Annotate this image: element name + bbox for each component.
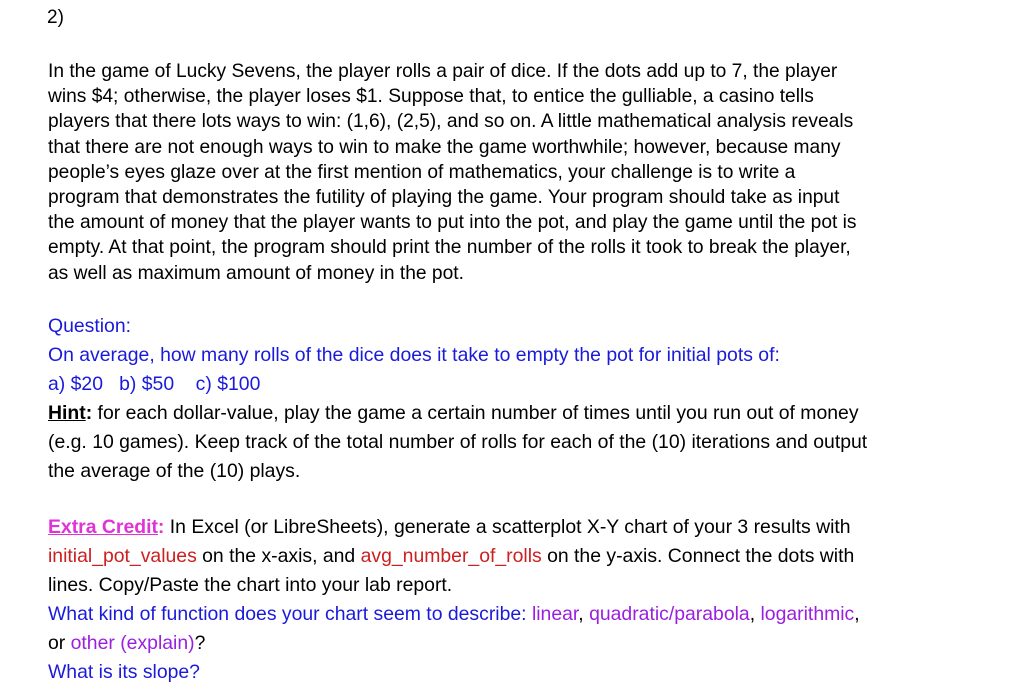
y-variable-name: avg_number_of_rolls xyxy=(360,545,542,567)
description-line: empty. At that point, the program should print the number of the rolls it took to break the player, xyxy=(48,237,851,259)
option-linear: linear xyxy=(531,603,579,625)
x-variable-name: initial_pot_values xyxy=(48,545,197,567)
question-options: a) $20 b) $50 c) $100 xyxy=(48,373,261,395)
question-prompt: On average, how many rolls of the dice does it take to empty the pot for initial pots of: xyxy=(48,344,780,366)
description-line: the amount of money that the player wants to put into the pot, and play the game until the pot is xyxy=(48,212,857,234)
hint-line xyxy=(48,399,1008,428)
question-section xyxy=(48,312,1008,486)
problem-number: 2) xyxy=(47,7,64,28)
slope-question: What is its slope? xyxy=(48,661,200,683)
option-logarithmic: logarithmic xyxy=(760,603,855,625)
problem-description xyxy=(48,59,988,286)
description-line: In the game of Lucky Sevens, the player rolls a pair of dice. If the dots add up to 7, the player xyxy=(48,61,838,82)
hint-line: the average of the (10) plays. xyxy=(48,460,301,482)
extra-credit-section xyxy=(48,513,1008,687)
extra-credit-line xyxy=(48,513,1008,542)
extra-credit-line: lines. Copy/Paste the chart into your lab report. xyxy=(48,574,453,596)
extra-credit-text: on the y-axis. Connect the dots with xyxy=(541,545,855,567)
extra-credit-line xyxy=(48,542,1008,571)
description-line: players that there lots ways to win: (1,6), (2,5), and so on. A little mathematical analysis reveals xyxy=(48,111,854,133)
question-heading: Question: xyxy=(48,315,131,337)
function-question-line xyxy=(48,629,1008,658)
separator: , xyxy=(854,603,860,625)
description-line: wins $4; otherwise, the player loses $1. Suppose that, to entice the gulliable, a casino tells xyxy=(48,86,814,108)
hint-line: (e.g. 10 games). Keep track of the total number of rolls for each of the (10) iterations and output xyxy=(48,431,868,453)
extra-credit-colon: : xyxy=(157,516,165,538)
description-line: people’s eyes glaze over at the first mention of mathematics, your challenge is to write a xyxy=(48,161,796,183)
description-line: program that demonstrates the futility of playing the game. Your program should take as input xyxy=(48,187,840,209)
description-line: as well as maximum amount of money in the pot. xyxy=(48,262,464,284)
or-text: or xyxy=(48,632,71,654)
option-other: other (explain) xyxy=(70,632,195,654)
hint-colon: : xyxy=(85,402,93,424)
extra-credit-text: In Excel (or LibreSheets), generate a scatterplot X-Y chart of your 3 results with xyxy=(164,516,851,538)
hint-text: for each dollar-value, play the game a certain number of times until you run out of money xyxy=(92,402,859,424)
description-line: that there are not enough ways to win to make the game worthwhile; however, because many xyxy=(48,136,841,158)
separator: , xyxy=(749,603,761,625)
separator: , xyxy=(578,603,590,625)
extra-credit-label: Extra Credit xyxy=(48,516,158,538)
option-quadratic: quadratic/parabola xyxy=(589,603,750,625)
function-question-line xyxy=(48,600,1008,629)
extra-credit-text: on the x-axis, and xyxy=(196,545,361,567)
function-question: What kind of function does your chart seem to describe: xyxy=(48,603,532,625)
hint-label: Hint xyxy=(48,402,86,424)
question-mark: ? xyxy=(194,632,206,654)
